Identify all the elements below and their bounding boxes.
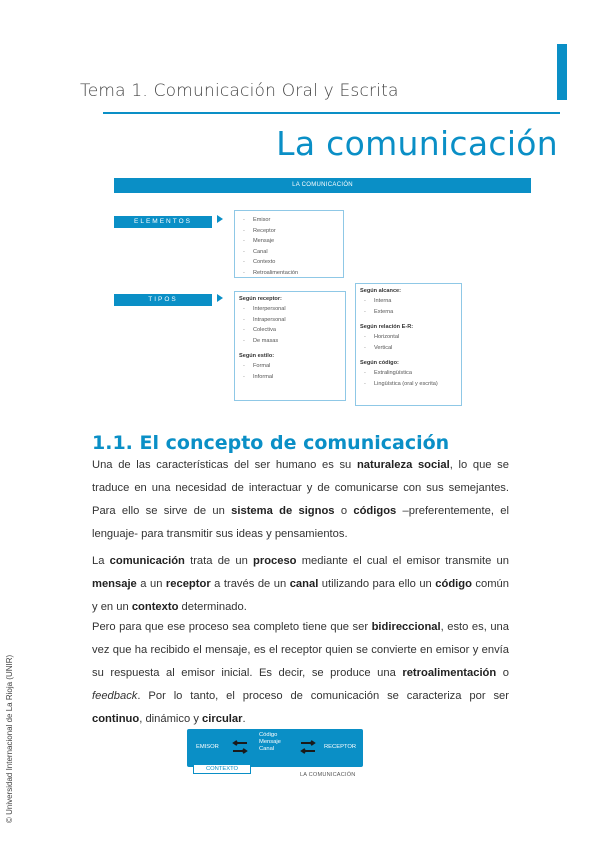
- page-title: La comunicación: [276, 124, 558, 163]
- flow-caption: LA COMUNICACIÓN: [300, 772, 356, 778]
- elementos-label: ELEMENTOS: [114, 216, 212, 228]
- section-title: El concepto de comunicación: [139, 432, 450, 454]
- subject-label: Comunicación Oral y Escrita: [153, 81, 399, 101]
- paragraph-3: Pero para que ese proceso sea completo tiene que ser bidireccional, esto es, una vez que ha recibido el mensaje, es el receptor quien se convierte en emisor y envía su respuesta al emisor inicial. Es decir, se produce una retroalimentación o feedback. Por lo tanto, el proceso de comunicación se caracteriza por ser continuo, dinámico y circular.: [92, 621, 510, 725]
- header-rule: [103, 112, 560, 114]
- elementos-box: [234, 210, 344, 278]
- topic-separator: .: [142, 81, 154, 101]
- flow-canal: Canal: [259, 746, 275, 752]
- header-accent-bar: [557, 44, 567, 100]
- right-exchange-arrows-icon: [299, 740, 317, 754]
- list-item: - De masas: [239, 336, 341, 347]
- tipos-box-left: [234, 291, 346, 401]
- list-item: - Mensaje: [239, 236, 339, 247]
- tipos-box-right: [355, 283, 462, 406]
- left-exchange-arrows-icon: [231, 740, 249, 754]
- flow-band: [187, 729, 363, 767]
- tipos-arrow-icon: [217, 294, 223, 302]
- flow-mensaje: Mensaje: [259, 739, 281, 745]
- topic-label: Tema 1: [80, 81, 143, 101]
- flow-emisor: EMISOR: [196, 744, 219, 750]
- flow-contexto: CONTEXTO: [193, 764, 251, 774]
- paragraph-2: La comunicación trata de un proceso mediante el cual el emisor transmite un mensaje a un receptor a través de un canal utilizando para ello un código común y en un contexto determinado.: [92, 555, 510, 613]
- alcance-heading: Según alcance:: [360, 288, 402, 294]
- list-item: - Receptor: [239, 226, 339, 237]
- list-item: - Contexto: [239, 257, 339, 268]
- flow-codigo: Código: [259, 732, 278, 738]
- flow-receptor: RECEPTOR: [324, 744, 357, 750]
- list-item: - Interpersonal: [239, 304, 341, 315]
- flow-center-labels: [259, 732, 281, 753]
- list-item: - Intrapersonal: [239, 315, 341, 326]
- elementos-arrow-icon: [217, 215, 223, 223]
- list-item: - Vertical: [360, 343, 457, 354]
- list-item: - Emisor: [239, 215, 339, 226]
- receptor-heading: Según receptor:: [239, 296, 282, 302]
- list-item: - Externa: [360, 307, 457, 318]
- section-heading: [92, 432, 449, 454]
- codigo-heading: Según código:: [360, 360, 399, 367]
- list-item: - Interna: [360, 296, 457, 307]
- relacion-heading: Según relación E-R:: [360, 324, 414, 331]
- list-item: - Canal: [239, 247, 339, 258]
- tipos-label: TIPOS: [114, 294, 212, 306]
- list-item: - Lingüística (oral y escrita): [360, 379, 457, 390]
- list-item: - Extralingüística: [360, 368, 457, 379]
- copyright-notice: © Universidad Internacional de La Rioja (UNIR): [5, 654, 14, 823]
- header-title: [80, 81, 399, 101]
- list-item: - Informal: [239, 372, 341, 383]
- list-item: - Horizontal: [360, 332, 457, 343]
- overview-banner: LA COMUNICACIÓN: [114, 178, 531, 193]
- list-item: - Retroalimentación: [239, 268, 339, 279]
- estilo-heading: Según estilo:: [239, 353, 275, 360]
- list-item: - Colectiva: [239, 325, 341, 336]
- list-item: - Formal: [239, 361, 341, 372]
- section-number: 1.1.: [92, 432, 133, 454]
- paragraph-1: Una de las características del ser humano es su naturaleza social, lo que se traduce en una necesidad de interactuar y de comunicarse con sus semejantes. Para ello se sirve de un sistema de signos o códigos –preferentemente, el lenguaje- para transmitir sus ideas y pensamientos.: [92, 459, 509, 540]
